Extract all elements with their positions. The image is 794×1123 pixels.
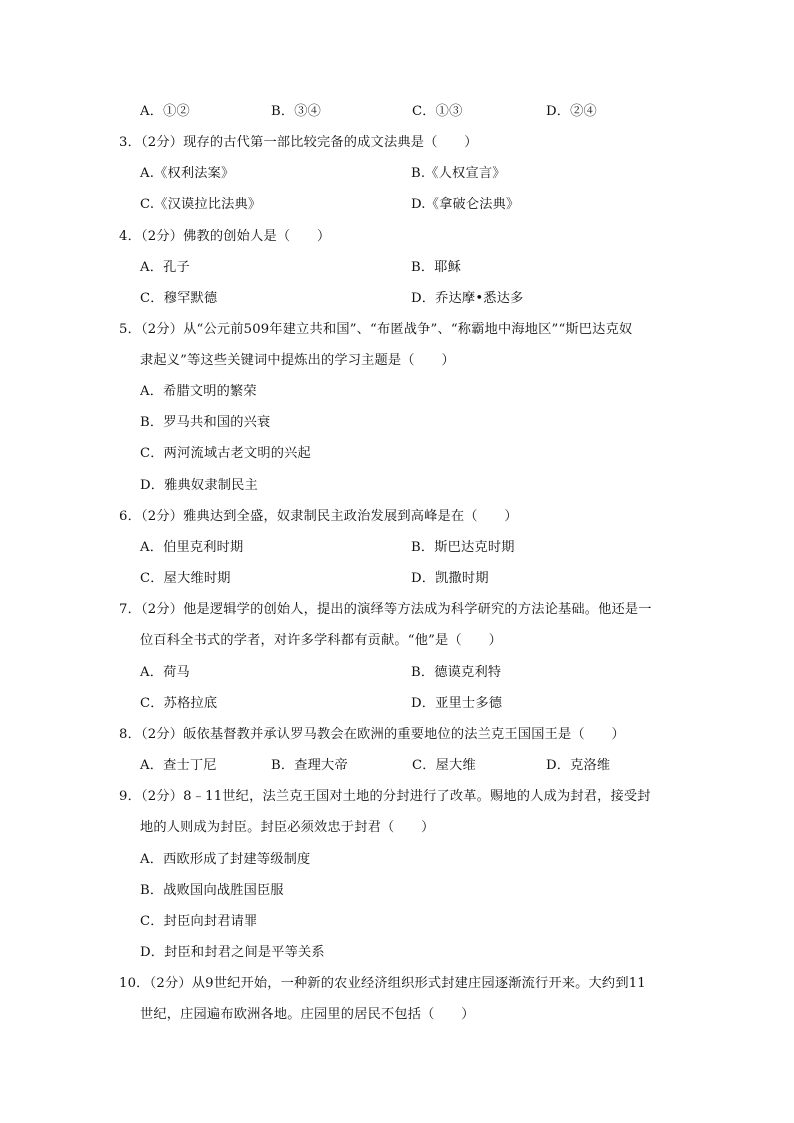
q8-option-b[interactable]: B．查理大帝 [271,758,348,773]
q2-option-a[interactable]: A．①② [140,104,190,119]
q9-option-c[interactable]: C．封臣向封君请罪 [140,914,258,929]
q8-stem: 8．（2分）皈依基督教并承认罗马教会在欧洲的重要地位的法兰克王国国王是（ ） [119,727,625,742]
q4-option-d[interactable]: D．乔达摩•悉达多 [411,291,524,306]
q9-option-a[interactable]: A．西欧形成了封建等级制度 [140,852,311,867]
q4-option-b[interactable]: B．耶稣 [411,260,462,275]
q6-option-d[interactable]: D．凯撒时期 [411,571,489,586]
q2-option-c[interactable]: C．①③ [412,104,463,119]
q3-option-b[interactable]: B.《人权宣言》 [411,166,506,181]
q5-option-d[interactable]: D．雅典奴隶制民主 [140,478,258,493]
q4-stem: 4．（2分）佛教的创始人是（ ） [119,229,331,244]
q6-option-a[interactable]: A．伯里克利时期 [140,540,244,555]
q9-stem-line2: 地的人则成为封臣。封臣必须效忠于封君（ ） [140,820,435,835]
q9-stem-line1: 9．（2分）8﹣11世纪，法兰克王国对土地的分封进行了改革。赐地的人成为封君，接受封 [119,789,651,804]
q7-option-b[interactable]: B．德谟克利特 [411,665,502,680]
q5-option-c[interactable]: C．两河流域古老文明的兴起 [140,446,311,461]
q5-stem-line1: 5．（2分）从“公元前509年建立共和国”、“布匿战争”、“称霸地中海地区”“斯巴达克奴 [119,322,633,337]
q3-option-d[interactable]: D.《拿破仑法典》 [411,197,520,212]
q5-option-b[interactable]: B．罗马共和国的兴衰 [140,415,271,430]
q6-stem: 6．（2分）雅典达到全盛，奴隶制民主政治发展到高峰是在（ ） [119,509,518,524]
q7-stem-line1: 7．（2分）他是逻辑学的创始人，提出的演绎等方法成为科学研究的方法论基础。他还是一 [119,602,652,617]
q7-option-a[interactable]: A．荷马 [140,665,190,680]
q10-stem-line1: 10．（2分）从9世纪开始，一种新的农业经济组织形式封建庄园逐渐流行开来。大约到11 [119,976,646,991]
q7-option-c[interactable]: C．苏格拉底 [140,696,218,711]
q3-option-c[interactable]: C.《汉谟拉比法典》 [140,197,262,212]
q4-option-c[interactable]: C．穆罕默德 [140,291,218,306]
q8-option-a[interactable]: A．查士丁尼 [140,758,217,773]
q4-option-a[interactable]: A．孔子 [140,260,190,275]
q5-option-a[interactable]: A．希腊文明的繁荣 [140,384,257,399]
q7-stem-line2: 位百科全书式的学者，对许多学科都有贡献。“他”是（ ） [140,633,502,648]
q6-option-c[interactable]: C．屋大维时期 [140,571,231,586]
q5-stem-line2: 隶起义”等这些关键词中提炼出的学习主题是（ ） [140,353,455,368]
q10-stem-line2: 世纪，庄园遍布欧洲各地。庄园里的居民不包括（ ） [140,1007,475,1022]
q3-option-a[interactable]: A.《权利法案》 [140,166,235,181]
q7-option-d[interactable]: D．亚里士多德 [411,696,503,711]
q9-option-b[interactable]: B．战败国向战胜国臣服 [140,883,284,898]
q8-option-c[interactable]: C．屋大维 [412,758,476,773]
q3-stem: 3．（2分）现存的古代第一部比较完备的成文法典是（ ） [119,135,478,150]
q8-option-d[interactable]: D．克洛维 [546,758,611,773]
q2-option-b[interactable]: B．③④ [271,104,322,119]
q2-option-d[interactable]: D．②④ [546,104,597,119]
q6-option-b[interactable]: B．斯巴达克时期 [411,540,515,555]
q9-option-d[interactable]: D．封臣和封君之间是平等关系 [140,945,325,960]
